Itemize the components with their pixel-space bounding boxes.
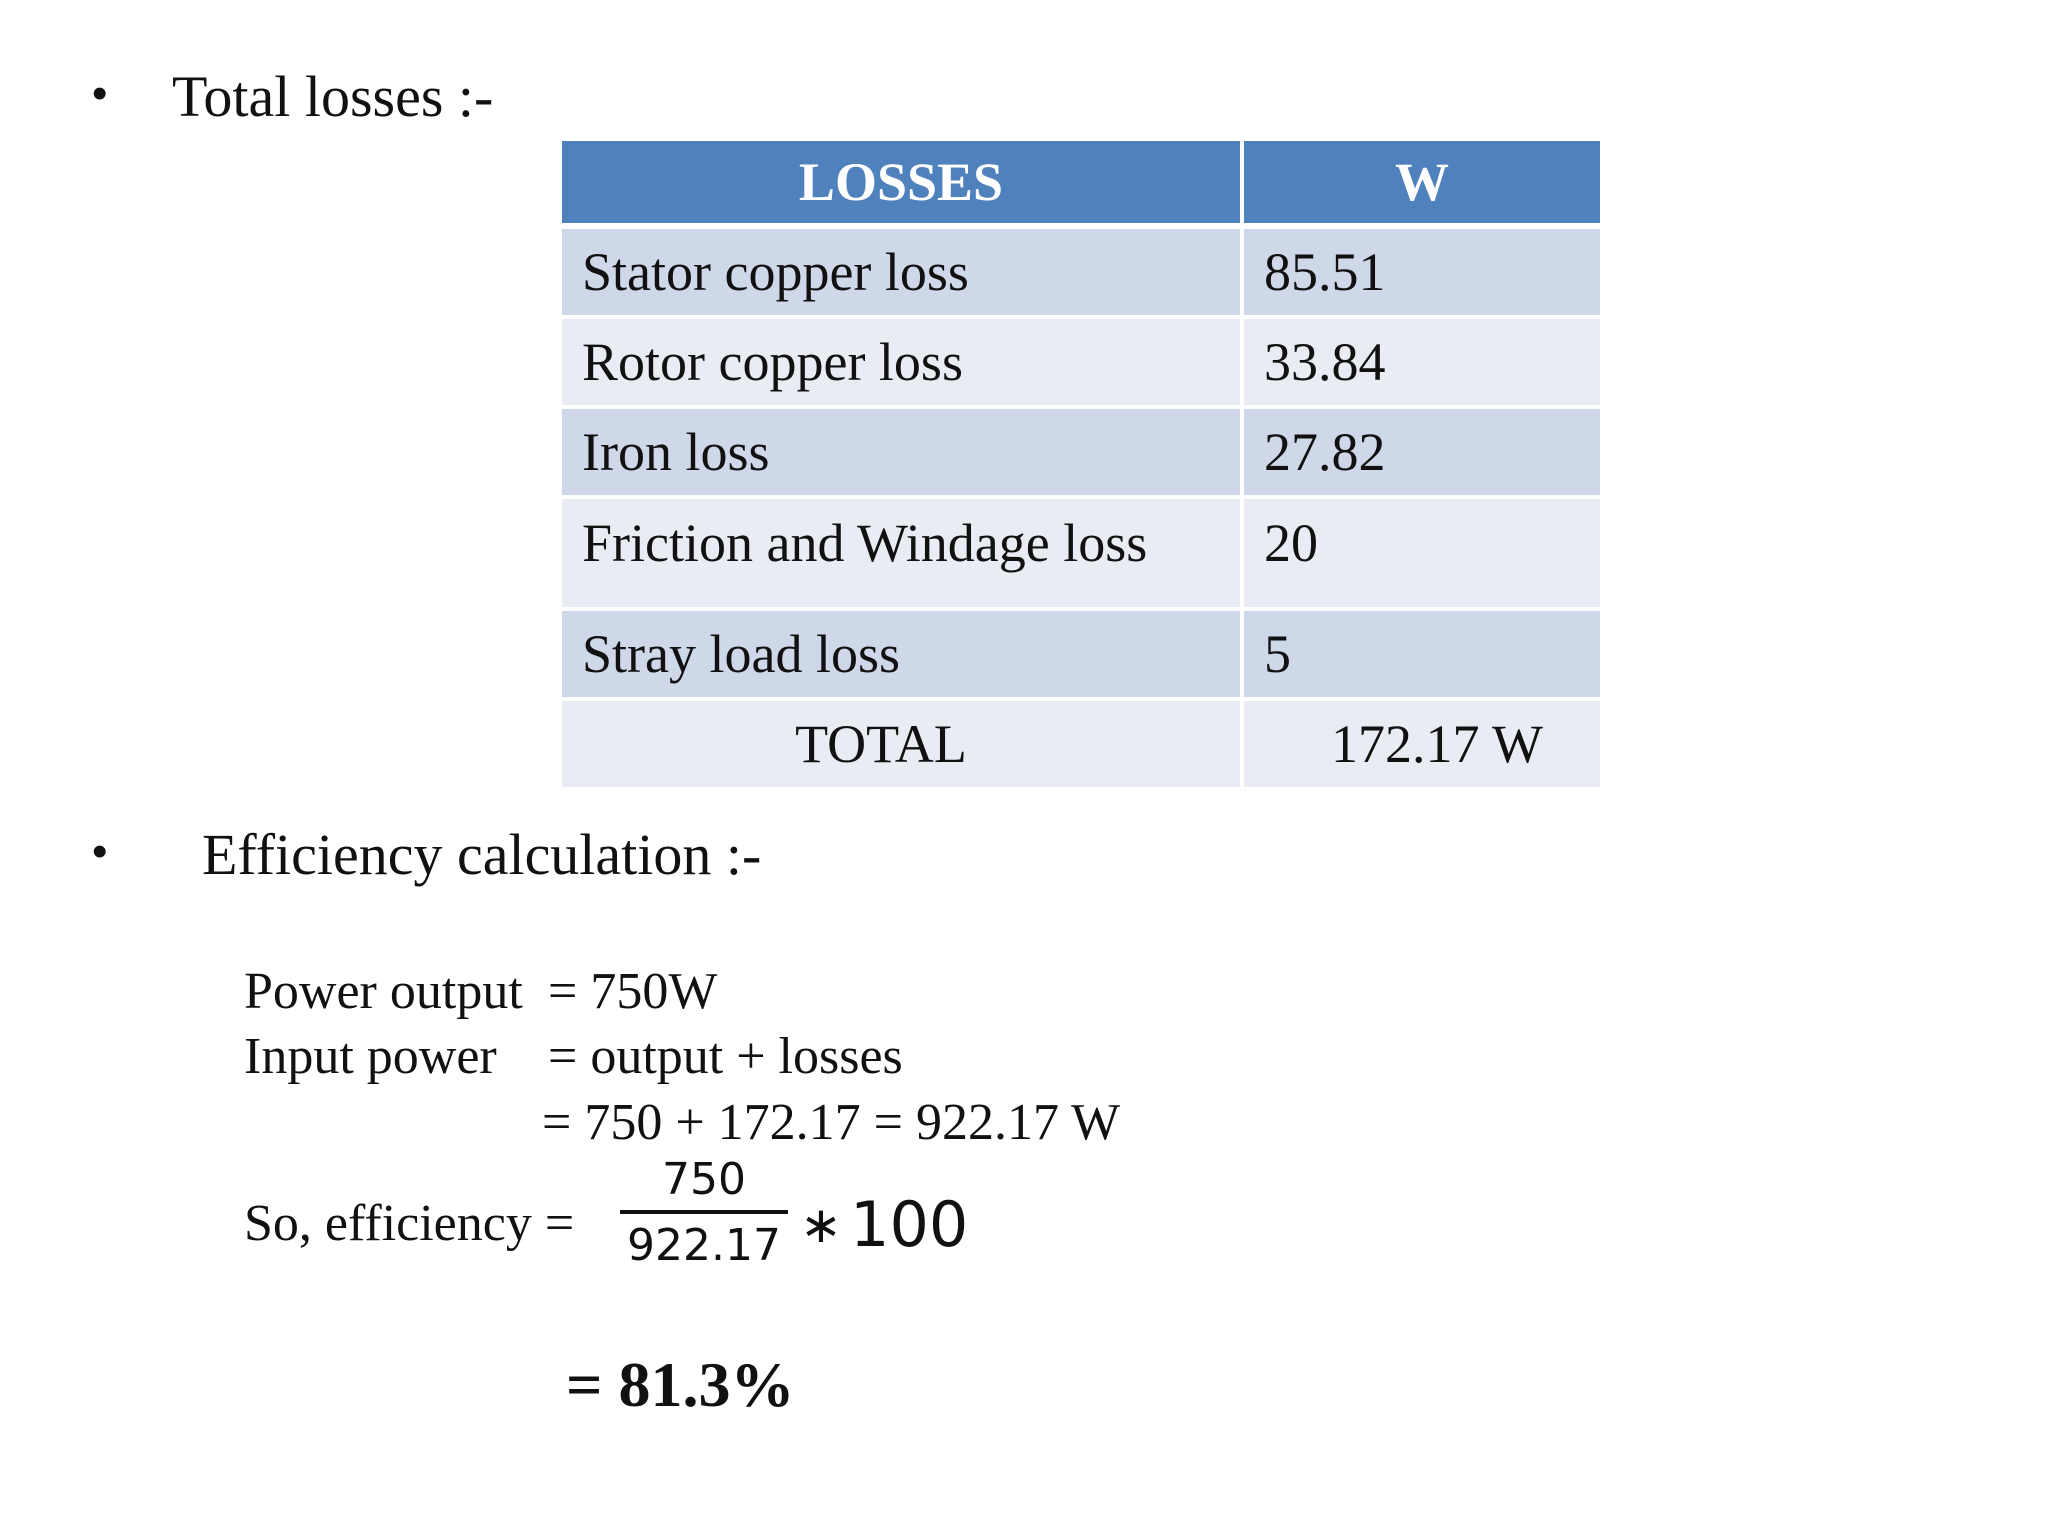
table-row: [562, 499, 1604, 611]
table-row: [562, 319, 1604, 409]
fraction-bar: [620, 1210, 788, 1214]
loss-value: 27.82: [1244, 409, 1604, 499]
table-row: [562, 409, 1604, 499]
losses-table: [562, 141, 1604, 791]
bullet-marker: •: [92, 69, 108, 118]
efficiency-label: So, efficiency =: [244, 1195, 575, 1252]
loss-name: Stator copper loss: [562, 229, 1244, 319]
fraction-numerator: 750: [662, 1154, 746, 1205]
power-output-value: = 750W: [548, 963, 718, 1020]
total-value: 172.17 W: [1244, 701, 1604, 791]
multiply-sign: ∗: [800, 1196, 842, 1254]
loss-value: 33.84: [1244, 319, 1604, 409]
loss-name: Iron loss: [562, 409, 1244, 499]
input-power-value: = 750 + 172.17 = 922.17 W: [542, 1094, 1121, 1151]
bullet-marker: •: [92, 827, 108, 876]
loss-value: 85.51: [1244, 229, 1604, 319]
input-power-label: Input power: [244, 1028, 497, 1085]
loss-name: Rotor copper loss: [562, 319, 1244, 409]
table-header-row: [562, 141, 1604, 229]
table-row: [562, 229, 1604, 319]
efficiency-heading: Efficiency calculation :-: [202, 822, 762, 887]
efficiency-fraction: [620, 1156, 788, 1271]
power-output-label: Power output: [244, 963, 523, 1020]
input-power-formula: = output + losses: [548, 1028, 903, 1085]
header-losses: LOSSES: [562, 141, 1244, 229]
loss-value: 20: [1244, 499, 1604, 611]
table-total-row: [562, 701, 1604, 791]
total-label: TOTAL: [562, 701, 1244, 791]
multiplier: 100: [850, 1188, 969, 1261]
loss-name: Friction and Windage loss: [562, 499, 1244, 611]
header-watts: W: [1244, 141, 1604, 229]
total-losses-heading: Total losses :-: [172, 64, 494, 129]
loss-value: 5: [1244, 611, 1604, 701]
efficiency-result: = 81.3%: [566, 1349, 795, 1420]
fraction-denominator: 922.17: [627, 1220, 781, 1272]
table-row: [562, 611, 1604, 701]
loss-name: Stray load loss: [562, 611, 1244, 701]
